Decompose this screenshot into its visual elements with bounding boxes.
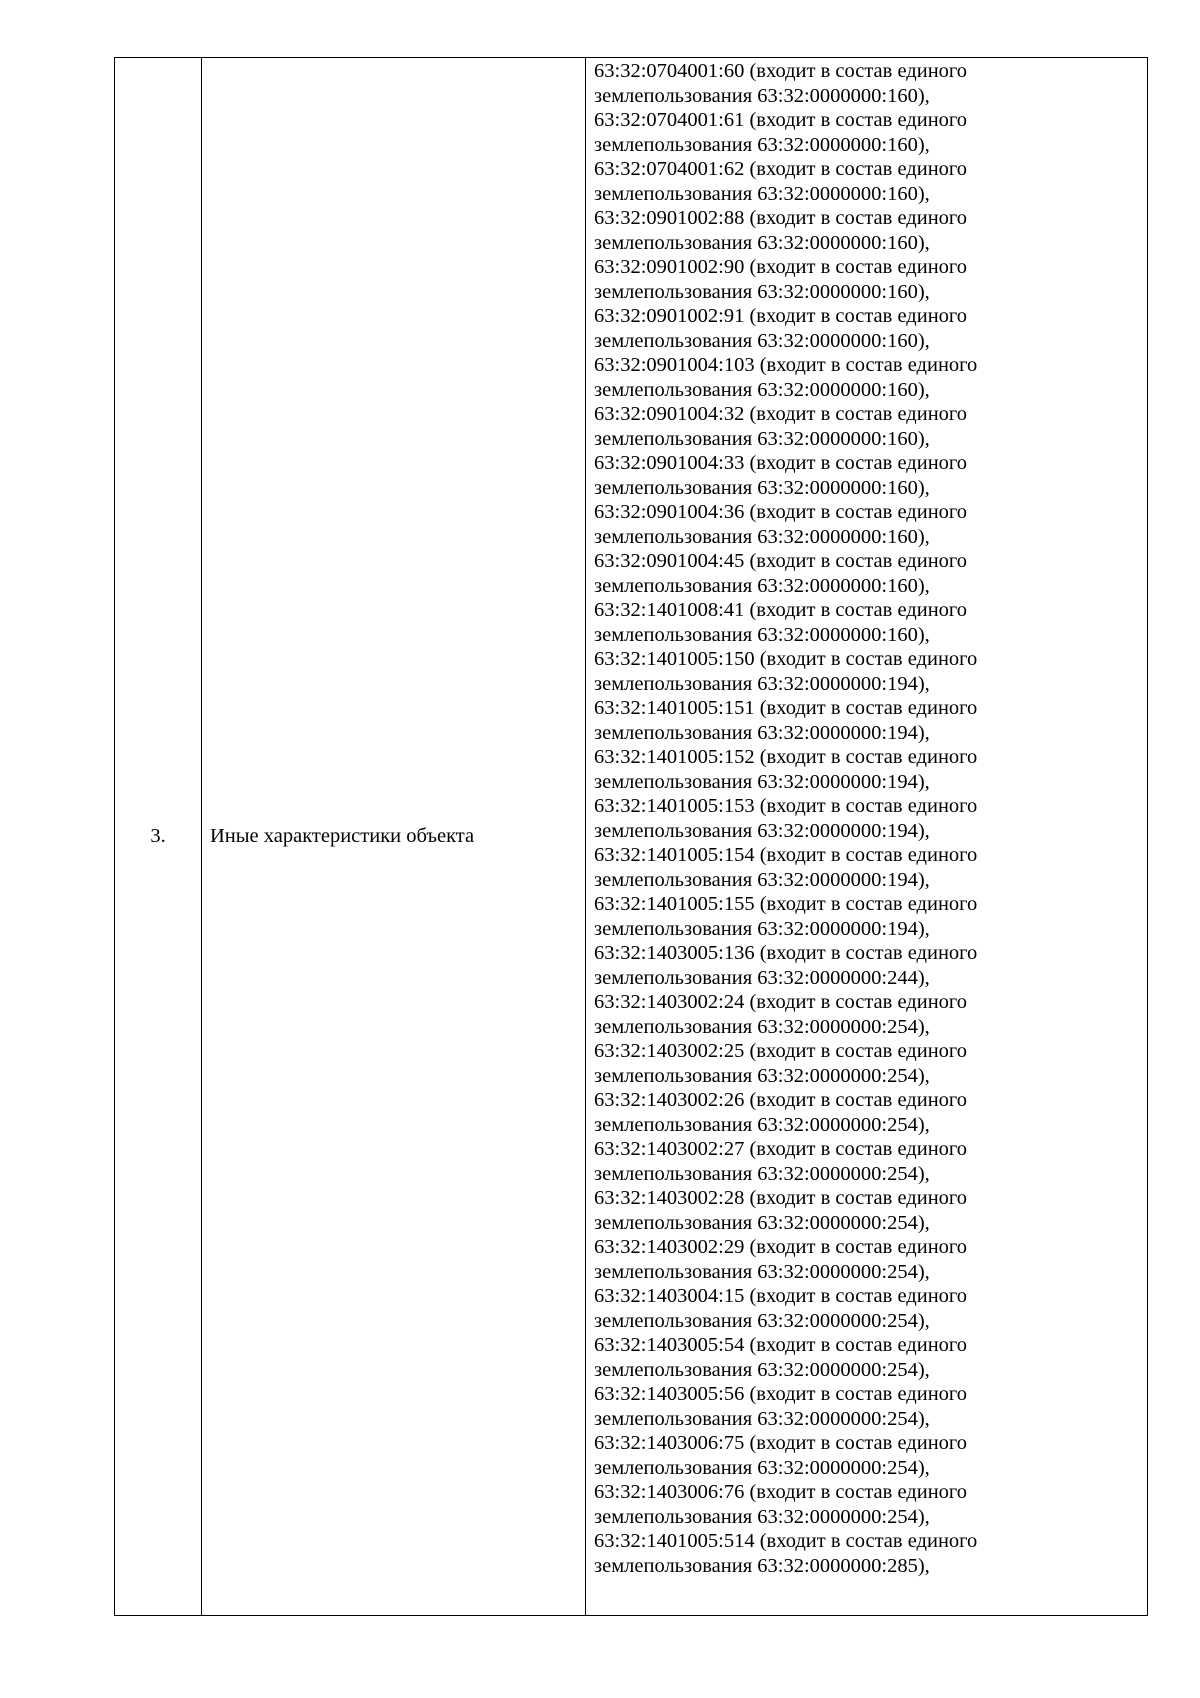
entry-id: 63:32:0901002:90 (594, 256, 745, 278)
entry-group: 63:32:0000000:254 (757, 1162, 918, 1185)
entry-group: 63:32:0000000:160 (757, 476, 918, 499)
entry-line: 63:32:0901004:45 (входит в состав единого (594, 550, 968, 572)
entry-line: 63:32:1401005:153 (входит в состав единого (594, 795, 978, 817)
entry-id: 63:32:1403004:15 (594, 1285, 745, 1307)
entry-line: 63:32:0704001:61 (входит в состав единого (594, 109, 968, 131)
entry-id: 63:32:0901004:45 (594, 550, 745, 572)
entry-group: 63:32:0000000:254 (757, 1309, 918, 1332)
entry-id: 63:32:1403002:27 (594, 1138, 745, 1160)
entry-group: 63:32:0000000:254 (757, 1211, 918, 1234)
entry-id: 63:32:1403005:56 (594, 1383, 745, 1405)
entry-line: землепользования 63:32:0000000:160), (594, 476, 930, 499)
entry-line: землепользования 63:32:0000000:244), (594, 966, 930, 989)
entry-group: 63:32:0000000:194 (757, 917, 918, 940)
entry-group: 63:32:0000000:160 (757, 280, 918, 303)
entry-line: 63:32:1403002:28 (входит в состав единого (594, 1187, 968, 1209)
entry-id: 63:32:0704001:62 (594, 158, 745, 180)
entry-id: 63:32:1403002:26 (594, 1089, 745, 1111)
entry-line: 63:32:0901004:32 (входит в состав единого (594, 403, 968, 425)
entry-group: 63:32:0000000:254 (757, 1113, 918, 1136)
entry-id: 63:32:0901004:33 (594, 452, 745, 474)
entry-line: землепользования 63:32:0000000:160), (594, 84, 930, 107)
entry-group: 63:32:0000000:285 (757, 1554, 918, 1577)
entry-line: землепользования 63:32:0000000:160), (594, 133, 930, 156)
row-number: 3. (115, 58, 202, 1616)
entry-line: землепользования 63:32:0000000:254), (594, 1015, 930, 1038)
entry-id: 63:32:0901002:91 (594, 305, 745, 327)
row-value (586, 58, 1148, 1616)
entry-line: 63:32:0901004:33 (входит в состав единого (594, 452, 968, 474)
entry-line: землепользования 63:32:0000000:285), (594, 1554, 930, 1577)
entry-group: 63:32:0000000:254 (757, 1015, 918, 1038)
entry-id: 63:32:1403005:136 (594, 942, 755, 964)
entry-group: 63:32:0000000:160 (757, 133, 918, 156)
entry-group: 63:32:0000000:160 (757, 427, 918, 450)
entry-line: 63:32:1403005:56 (входит в состав единого (594, 1383, 968, 1405)
entry-line: землепользования 63:32:0000000:254), (594, 1456, 930, 1479)
entries-list (594, 59, 1147, 1578)
entry-id: 63:32:1401005:153 (594, 795, 755, 817)
entry-id: 63:32:0901004:32 (594, 403, 745, 425)
entry-line: землепользования 63:32:0000000:160), (594, 427, 930, 450)
entry-group: 63:32:0000000:194 (757, 672, 918, 695)
entry-id: 63:32:1401005:150 (594, 648, 755, 670)
entry-group: 63:32:0000000:254 (757, 1064, 918, 1087)
entry-line: 63:32:0901002:90 (входит в состав единого (594, 256, 968, 278)
entry-line: землепользования 63:32:0000000:160), (594, 329, 930, 352)
entry-line: 63:32:1401005:150 (входит в состав единого (594, 648, 978, 670)
entry-id: 63:32:1403002:28 (594, 1187, 745, 1209)
entry-line: 63:32:1403002:27 (входит в состав единого (594, 1138, 968, 1160)
entry-id: 63:32:0704001:60 (594, 60, 745, 82)
entry-group: 63:32:0000000:160 (757, 623, 918, 646)
entry-group: 63:32:0000000:160 (757, 574, 918, 597)
entry-line: 63:32:1403005:136 (входит в состав единого (594, 942, 978, 964)
entry-line: 63:32:0901002:91 (входит в состав единого (594, 305, 968, 327)
entry-group: 63:32:0000000:194 (757, 721, 918, 744)
entry-line: 63:32:1401005:154 (входит в состав единого (594, 844, 978, 866)
entry-line: землепользования 63:32:0000000:194), (594, 672, 930, 695)
entry-line: 63:32:1403002:26 (входит в состав единого (594, 1089, 968, 1111)
entry-id: 63:32:1403005:54 (594, 1334, 745, 1356)
entry-line: землепользования 63:32:0000000:194), (594, 770, 930, 793)
entry-line: землепользования 63:32:0000000:160), (594, 280, 930, 303)
entry-id: 63:32:1401005:154 (594, 844, 755, 866)
entry-group: 63:32:0000000:160 (757, 182, 918, 205)
entry-line: землепользования 63:32:0000000:160), (594, 378, 930, 401)
entry-line: землепользования 63:32:0000000:160), (594, 525, 930, 548)
entry-line: 63:32:1403005:54 (входит в состав единого (594, 1334, 968, 1356)
entry-line: землепользования 63:32:0000000:160), (594, 574, 930, 597)
entry-line: 63:32:1401005:152 (входит в состав единого (594, 746, 978, 768)
entry-id: 63:32:1403002:24 (594, 991, 745, 1013)
entry-group: 63:32:0000000:160 (757, 378, 918, 401)
entry-line: 63:32:1403004:15 (входит в состав единого (594, 1285, 968, 1307)
entry-line: землепользования 63:32:0000000:160), (594, 182, 930, 205)
entry-line: землепользования 63:32:0000000:254), (594, 1358, 930, 1381)
entry-group: 63:32:0000000:160 (757, 84, 918, 107)
entry-id: 63:32:1401008:41 (594, 599, 745, 621)
entry-id: 63:32:1403006:76 (594, 1481, 745, 1503)
entry-id: 63:32:0901004:36 (594, 501, 745, 523)
entry-group: 63:32:0000000:254 (757, 1456, 918, 1479)
entry-line: 63:32:0901002:88 (входит в состав единого (594, 207, 968, 229)
entry-line: землепользования 63:32:0000000:254), (594, 1211, 930, 1234)
entry-id: 63:32:1401005:514 (594, 1530, 755, 1552)
entry-line: землепользования 63:32:0000000:160), (594, 623, 930, 646)
entry-line: 63:32:1403006:75 (входит в состав единого (594, 1432, 968, 1454)
entry-line: 63:32:1401005:514 (входит в состав единого (594, 1530, 978, 1552)
entry-group: 63:32:0000000:160 (757, 231, 918, 254)
entry-id: 63:32:1403006:75 (594, 1432, 745, 1454)
entry-line: землепользования 63:32:0000000:254), (594, 1260, 930, 1283)
entry-line: 63:32:1401008:41 (входит в состав единого (594, 599, 968, 621)
entry-line: землепользования 63:32:0000000:254), (594, 1113, 930, 1136)
entry-id: 63:32:1401005:155 (594, 893, 755, 915)
entry-line: 63:32:0901004:103 (входит в состав единого (594, 354, 978, 376)
entry-line: землепользования 63:32:0000000:254), (594, 1407, 930, 1430)
entry-group: 63:32:0000000:194 (757, 770, 918, 793)
entry-group: 63:32:0000000:254 (757, 1407, 918, 1430)
entry-id: 63:32:1401005:151 (594, 697, 755, 719)
entry-group: 63:32:0000000:244 (757, 966, 918, 989)
entry-line: 63:32:1401005:155 (входит в состав единого (594, 893, 978, 915)
entry-line: землепользования 63:32:0000000:194), (594, 819, 930, 842)
entry-line: 63:32:0704001:60 (входит в состав единого (594, 60, 968, 82)
entry-line: землепользования 63:32:0000000:254), (594, 1505, 930, 1528)
entry-id: 63:32:1403002:29 (594, 1236, 745, 1258)
entry-line: землепользования 63:32:0000000:160), (594, 231, 930, 254)
entry-line: 63:32:0704001:62 (входит в состав единого (594, 158, 968, 180)
entry-group: 63:32:0000000:254 (757, 1358, 918, 1381)
document-table (114, 57, 1148, 1616)
entry-line: 63:32:1403002:24 (входит в состав единого (594, 991, 968, 1013)
entry-line: 63:32:1403002:25 (входит в состав единого (594, 1040, 968, 1062)
entry-line: землепользования 63:32:0000000:194), (594, 868, 930, 891)
entry-id: 63:32:0901004:103 (594, 354, 755, 376)
entry-line: землепользования 63:32:0000000:254), (594, 1162, 930, 1185)
entry-line: 63:32:1403006:76 (входит в состав единого (594, 1481, 968, 1503)
entry-id: 63:32:1401005:152 (594, 746, 755, 768)
row-name: Иные характеристики объекта (202, 58, 586, 1616)
entry-line: землепользования 63:32:0000000:194), (594, 917, 930, 940)
entry-line: 63:32:1401005:151 (входит в состав единого (594, 697, 978, 719)
entry-group: 63:32:0000000:160 (757, 525, 918, 548)
entry-line: землепользования 63:32:0000000:194), (594, 721, 930, 744)
entry-group: 63:32:0000000:254 (757, 1505, 918, 1528)
entry-line: землепользования 63:32:0000000:254), (594, 1064, 930, 1087)
entry-id: 63:32:0704001:61 (594, 109, 745, 131)
entry-group: 63:32:0000000:194 (757, 868, 918, 891)
entry-group: 63:32:0000000:194 (757, 819, 918, 842)
entry-group: 63:32:0000000:160 (757, 329, 918, 352)
entry-id: 63:32:1403002:25 (594, 1040, 745, 1062)
entry-id: 63:32:0901002:88 (594, 207, 745, 229)
entry-line: 63:32:0901004:36 (входит в состав единого (594, 501, 968, 523)
entry-line: землепользования 63:32:0000000:254), (594, 1309, 930, 1332)
entry-line: 63:32:1403002:29 (входит в состав единого (594, 1236, 968, 1258)
entry-group: 63:32:0000000:254 (757, 1260, 918, 1283)
table-row (115, 58, 1148, 1616)
